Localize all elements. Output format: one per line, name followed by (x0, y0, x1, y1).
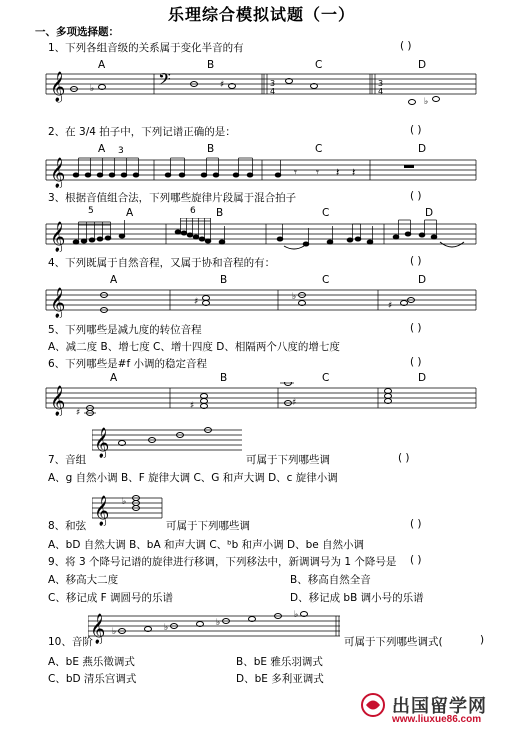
svg-text:4: 4 (378, 87, 384, 96)
svg-text:♭: ♭ (122, 497, 127, 507)
question-10-option-b: B、bE 雅乐羽调式 (236, 656, 323, 668)
question-10-option-c: C、bD 清乐宫调式 (48, 673, 137, 685)
label-b: B (220, 274, 228, 286)
svg-text:♯: ♯ (194, 297, 199, 307)
label-a: A (98, 143, 106, 155)
svg-text:𝄞: 𝄞 (50, 288, 66, 318)
svg-text:♭: ♭ (164, 623, 169, 633)
label-d: D (418, 59, 427, 71)
question-7-staff (92, 424, 244, 458)
label-b: B (220, 372, 228, 384)
question-4-staff (44, 284, 480, 318)
question-1-text: 1、下列各组音级的关系属于变化半音的有 (48, 42, 244, 54)
svg-text:𝄞: 𝄞 (94, 428, 110, 458)
question-8-prefix: 8、和弦 (48, 520, 87, 532)
label-d: D (418, 143, 427, 155)
svg-text:♯: ♯ (292, 398, 297, 408)
svg-text:𝄞: 𝄞 (50, 222, 66, 252)
question-2-text: 2、在 3/4 拍子中，下列记谱正确的是： (48, 126, 236, 138)
question-1-staff (44, 70, 480, 110)
question-5-text: 5、下列哪些是减九度的转位音程 (48, 324, 202, 336)
question-2-staff (44, 154, 480, 188)
quintuplet-mark: 5 (88, 206, 94, 216)
label-c: C (322, 274, 330, 286)
question-5-answer-blank[interactable]: ( ) (410, 322, 422, 334)
svg-text:𝄞: 𝄞 (94, 496, 110, 526)
question-10-staff (88, 608, 342, 644)
svg-text:♭: ♭ (424, 97, 429, 107)
page-title: 乐理综合模拟试题（一） (167, 5, 355, 24)
svg-text:♭: ♭ (294, 610, 299, 620)
svg-text:3: 3 (378, 79, 384, 88)
label-c: C (322, 207, 330, 219)
svg-text:♭: ♭ (90, 84, 95, 94)
question-4-answer-blank[interactable]: ( ) (410, 255, 422, 267)
question-7-prefix: 7、音组 (48, 454, 87, 466)
question-8-staff (92, 490, 164, 526)
question-7-options: A、g 自然小调 B、F 旋律大调 C、G 和声大调 D、c 旋律小调 (48, 472, 338, 484)
label-b: B (207, 59, 215, 71)
label-a: A (126, 207, 134, 219)
question-8-suffix: 可属于下列哪些调 (166, 520, 250, 532)
svg-text:♯: ♯ (190, 401, 195, 411)
svg-text:𝄢: 𝄢 (158, 70, 171, 93)
question-10-option-d: D、bE 多利亚调式 (236, 673, 324, 685)
label-d: D (425, 207, 434, 219)
question-9-option-b: B、移高自然全音 (290, 574, 371, 586)
label-b: B (216, 207, 224, 219)
label-a: A (98, 59, 106, 71)
question-10-option-a: A、bE 燕乐徵调式 (48, 656, 135, 668)
svg-text:𝄽: 𝄽 (352, 166, 356, 179)
svg-text:𝄞: 𝄞 (50, 158, 66, 188)
question-5-options: A、减二度 B、增七度 C、增十四度 D、相隔两个八度的增七度 (48, 341, 340, 353)
question-1-answer-blank[interactable]: ( ) (400, 40, 412, 52)
label-a: A (110, 372, 118, 384)
svg-text:♯: ♯ (76, 408, 81, 416)
section-heading: 一、多项选择题： (35, 26, 119, 38)
svg-text:4: 4 (270, 87, 276, 96)
label-c: C (322, 372, 330, 384)
svg-text:♭: ♭ (216, 618, 221, 628)
svg-text:♯: ♯ (220, 80, 225, 90)
svg-text:♯: ♯ (388, 301, 393, 311)
question-7-answer-blank[interactable]: ( ) (398, 452, 410, 464)
label-b: B (207, 143, 215, 155)
label-d: D (418, 274, 427, 286)
question-8-answer-blank[interactable]: ( ) (410, 518, 422, 530)
question-6-text: 6、下列哪些是#f 小调的稳定音程 (48, 358, 208, 370)
question-8-options: A、bD 自然大调 B、bA 和声大调 C、ᵇb 和声小调 D、be 自然小调 (48, 539, 365, 551)
watermark-url: www.liuxue86.com (392, 714, 482, 725)
question-6-answer-blank[interactable]: ( ) (410, 356, 422, 368)
question-3-answer-blank[interactable]: ( ) (410, 190, 422, 202)
question-9-option-c: C、移记成 F 调圆号的乐谱 (48, 592, 174, 604)
svg-text:♭: ♭ (112, 627, 117, 637)
question-4-text: 4、下列既属于自然音程，又属于协和音程的有： (48, 257, 276, 269)
question-7-suffix: 可属于下列哪些调 (246, 454, 330, 466)
svg-text:𝄞: 𝄞 (50, 386, 66, 416)
question-2-answer-blank[interactable]: ( ) (410, 124, 422, 136)
svg-text:𝄽: 𝄽 (336, 166, 340, 179)
label-c: C (315, 59, 323, 71)
svg-text:♭: ♭ (292, 292, 297, 302)
question-6-staff (44, 382, 480, 416)
svg-text:𝄾: 𝄾 (294, 166, 297, 179)
label-a: A (110, 274, 118, 286)
question-9-text: 9、将 3 个降号记谱的旋律进行移调，下列移法中，新调调号为 1 个降号是 (48, 556, 397, 568)
question-10-suffix: 可属于下列哪些调式( (344, 636, 443, 648)
question-9-option-a: A、移高大二度 (48, 574, 119, 586)
watermark-logo-icon (360, 692, 386, 718)
question-9-answer-blank[interactable]: ( ) (410, 554, 422, 566)
label-c: C (315, 143, 323, 155)
svg-text:𝄞: 𝄞 (90, 614, 106, 644)
question-10-prefix: 10、音阶 (48, 636, 93, 648)
question-3-text: 3、根据音值组合法，下列哪些旋律片段属于混合拍子 (48, 192, 297, 204)
triplet-mark: 3 (118, 146, 124, 156)
svg-text:𝄾: 𝄾 (316, 166, 319, 179)
question-10-answer-close[interactable]: ) (480, 634, 485, 646)
svg-text:𝄞: 𝄞 (50, 72, 66, 102)
sextuplet-mark: 6 (190, 206, 196, 216)
question-3-staff (44, 218, 480, 252)
svg-text:3: 3 (270, 79, 276, 88)
watermark-text: 出国留学网 (392, 696, 487, 717)
label-d: D (418, 372, 427, 384)
question-9-option-d: D、移记成 bB 调小号的乐谱 (290, 592, 424, 604)
